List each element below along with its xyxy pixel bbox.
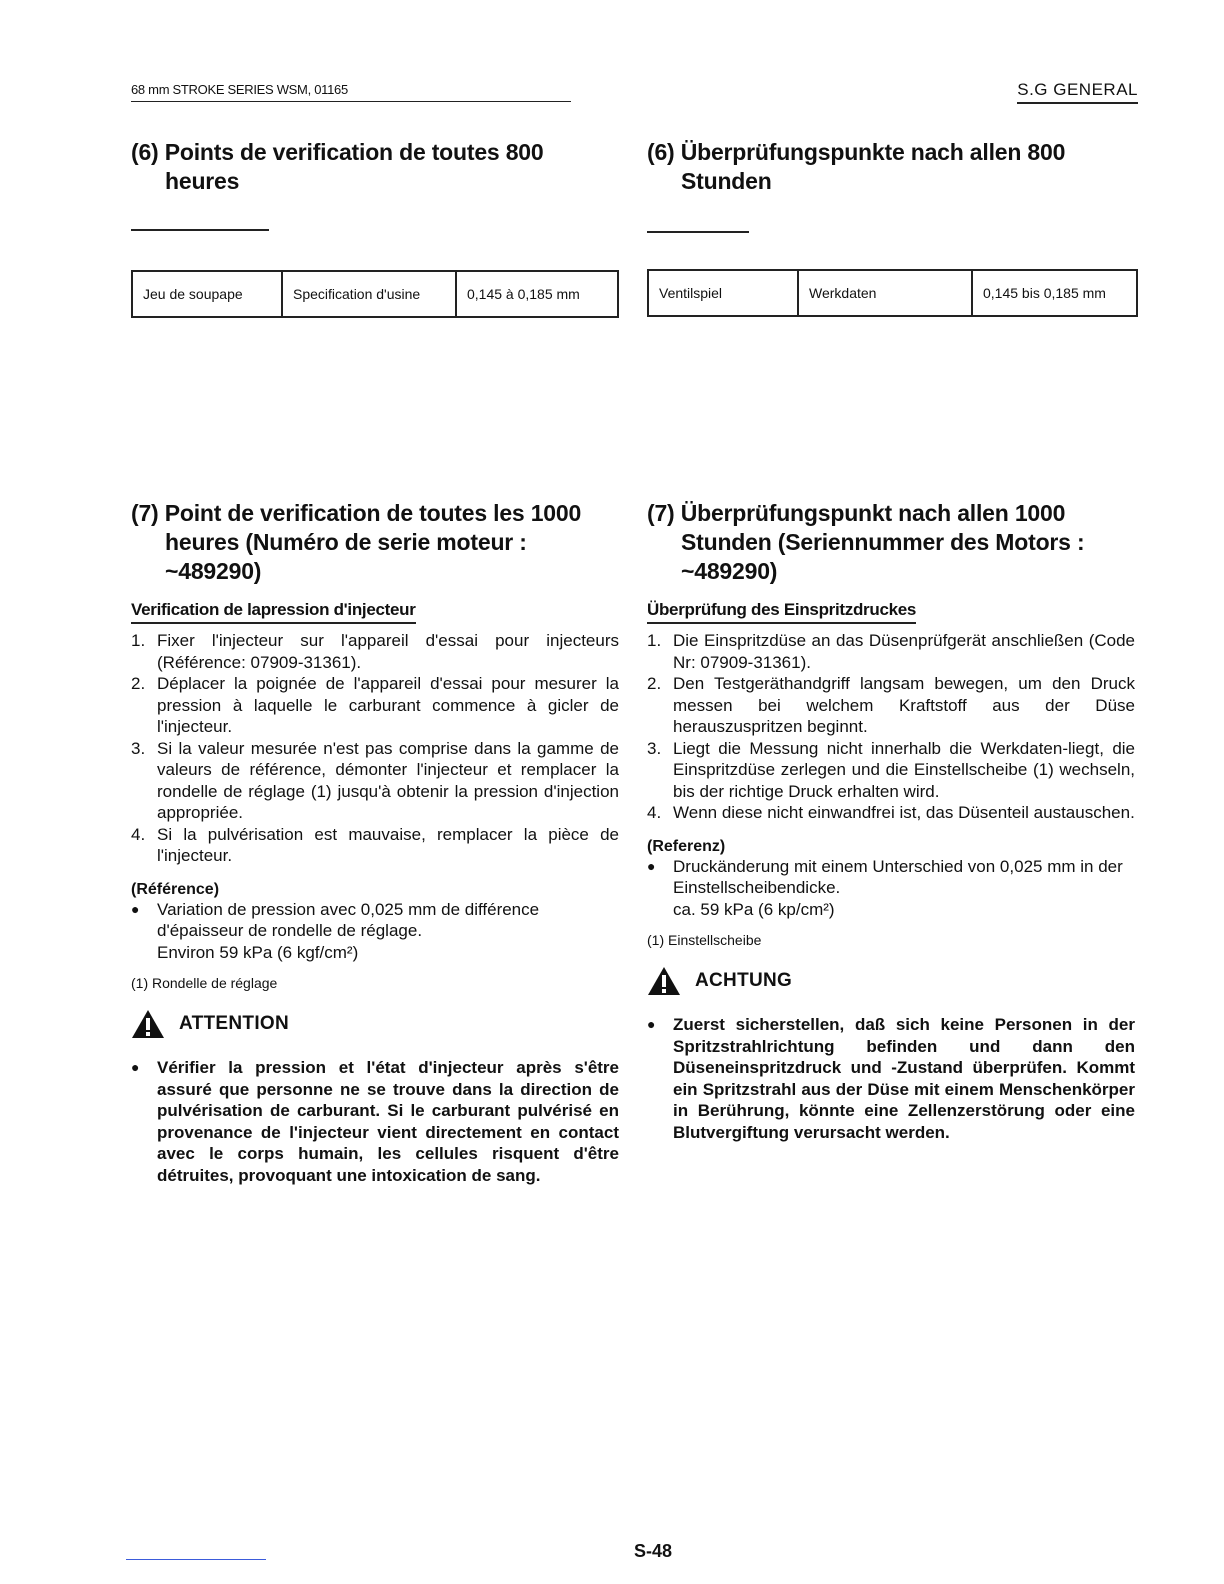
left-sec7 xyxy=(131,499,619,1186)
left-steps xyxy=(131,630,619,867)
list-item: 1. Fixer l'injecteur sur l'appareil d'essai pour injecteurs (Référence: 07909-31361). xyxy=(131,631,619,672)
list-item: 3. Si la valeur mesurée n'est pas comprise dans la gamme de valeurs de référence, démonter l'injecteur et remplacer la rondelle de réglage (1) jusqu'à obtenir la pression d'injection appropriée. xyxy=(131,738,619,822)
left-spec-item: Jeu de soupape xyxy=(132,271,282,317)
left-ref-bullet: ● Variation de pression avec 0,025 mm de différence d'épaisseur de rondelle de réglage. Environ 59 kPa (6 kgf/cm²) xyxy=(131,899,540,962)
right-warning-title: ACHTUNG xyxy=(647,966,1135,996)
right-warning-bullet: ● Zuerst sicherstellen, daß sich keine Personen in der Spritzstrahlrichtung befinden und dann den Düseneinspritzdruck und -Zustand überprüfen. Kommt ein Spritzstrahl aus der Düse mit einem Menschenkörper in Berührung, könnte eine Zellenzerstörung oder eine Blutvergiftung verursacht werden. xyxy=(647,1015,1135,1142)
warning-icon xyxy=(647,966,681,996)
right-ref-heading: (Referenz) xyxy=(647,837,726,855)
right-legend: (1) Einstellscheibe xyxy=(647,932,762,948)
left-spec-value: 0,145 à 0,185 mm xyxy=(456,271,618,317)
right-spec-item: Ventilspiel xyxy=(648,270,798,316)
bullet-icon: ● xyxy=(131,1059,140,1075)
header-doc-id: 68 mm STROKE SERIES WSM, 01165 xyxy=(131,82,348,97)
left-sec6-rule xyxy=(131,229,269,231)
list-item: 1. Die Einspritzdüse an das Düsenprüfgerät anschließen (Code Nr: 07909-31361). xyxy=(647,631,1135,672)
bullet-icon: ● xyxy=(647,1016,656,1032)
left-sec7-title: (7) Point de verification de toutes les 1000 heures (Numéro de serie moteur : ~489290) xyxy=(131,500,582,584)
list-item: 4. Wenn diese nicht einwandfrei ist, das Düsenteil austauschen. xyxy=(647,803,1135,822)
warning-icon xyxy=(131,1009,165,1039)
list-item: 4. Si la pulvérisation est mauvaise, remplacer la pièce de l'injecteur. xyxy=(131,824,619,865)
left-legend: (1) Rondelle de réglage xyxy=(131,975,278,991)
left-warning-title: ATTENTION xyxy=(131,1009,619,1039)
bullet-icon: ● xyxy=(131,900,140,917)
right-ref-bullet: ● Druckänderung mit einem Unterschied von 0,025 mm in der Einstellscheibendicke. ca. 59 kPa (6 kp/cm²) xyxy=(647,856,1123,919)
list-item: 2. Déplacer la poignée de l'appareil d'essai pour mesurer la pression à laquelle le carburant commence à gicler de l'injecteur. xyxy=(131,674,619,736)
left-sec6 xyxy=(131,138,619,231)
right-spec-label: Werkdaten xyxy=(798,270,972,316)
left-spec-table xyxy=(131,270,619,318)
right-sec6 xyxy=(647,138,1135,233)
header-section: S.G GENERAL xyxy=(1017,80,1138,104)
right-sec7 xyxy=(647,499,1135,1143)
page-number: S-48 xyxy=(634,1541,673,1561)
left-spec-label: Specification d'usine xyxy=(282,271,456,317)
right-spec-table xyxy=(647,269,1138,317)
right-sec6-title: (6) Überprüfungspunkte nach allen 800 Stunden xyxy=(647,139,1066,194)
right-sec7-title: (7) Überprüfungspunkt nach allen 1000 Stunden (Seriennummer des Motors : ~489290) xyxy=(647,500,1085,584)
left-warning-bullet: ● Vérifier la pression et l'état d'injecteur après s'être assuré que personne ne se trouve dans la direction de pulvérisation de carburant. Si le carburant pulvérisé en provenance de l'injecteur vient directement en contact avec le corps humain, les cellules risquent d'être détruites, provoquant une intoxication de sang. xyxy=(131,1058,619,1185)
bullet-icon: ● xyxy=(647,857,656,874)
left-ref-heading: (Référence) xyxy=(131,880,220,898)
right-spec-value: 0,145 bis 0,185 mm xyxy=(972,270,1137,316)
footer-link-rule xyxy=(126,1559,266,1560)
left-sec6-title: (6) Points de verification de toutes 800 heures xyxy=(131,139,544,194)
header-rule xyxy=(131,101,571,102)
right-steps xyxy=(647,630,1135,824)
list-item: 2. Den Testgeräthandgriff langsam bewegen, um den Druck messen bei welchem Kraftstoff aus der Düse herauszuspritzen beginnt. xyxy=(647,674,1135,736)
right-subhead: Überprüfung des Einspritzdruckes xyxy=(647,600,916,624)
list-item: 3. Liegt die Messung nicht innerhalb die Werkdaten-liegt, die Einspritzdüse zerlegen und die Einstellscheibe (1) wechseln, bis der richtige Druck erhalten wird. xyxy=(647,738,1135,801)
left-subhead: Verification de lapression d'injecteur xyxy=(131,600,416,624)
right-sec6-rule xyxy=(647,231,749,233)
